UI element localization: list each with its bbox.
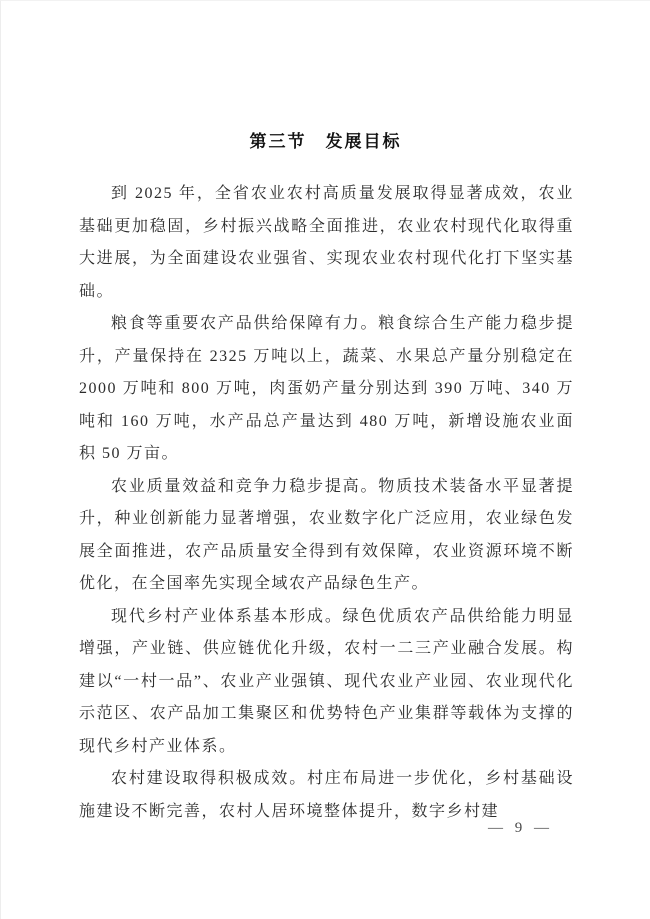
paragraph-quality-efficiency: 农业质量效益和竞争力稳步提高。物质技术装备水平显著提升，种业创新能力显著增强，农业数字化广泛应用，农业绿色发展全面推进，农产品质量安全得到有效保障，农业资源环境不断优化，在全国率先实现全域农产品绿色生产。 (79, 477, 574, 592)
paragraph-rural-industry-system: 现代乡村产业体系基本形成。绿色优质农产品供给能力明显增强，产业链、供应链优化升级，农村一二三产业融合发展。构建以“一村一品”、农业产业强镇、现代农业产业园、农业现代化示范区、农产品加工集聚区和优势特色产业集群等载体为支撑的现代乡村产业体系。 (79, 607, 574, 755)
paragraph-grain-supply: 粮食等重要农产品供给保障有力。粮食综合生产能力稳步提升，产量保持在 2325 万吨以上，蔬菜、水果总产量分别稳定在 2000 万吨和 800 万吨，肉蛋奶产量分别达到 390 万吨、340 万吨和 160 万吨，水产品总产量达到 480 万吨，新增设施农业面积 50 万亩。 (79, 315, 574, 462)
section-title: 第三节 发展目标 (249, 132, 402, 151)
page-number: — 9 — (488, 820, 553, 836)
paragraph-overview: 到 2025 年，全省农业农村高质量发展取得显著成效，农业基础更加稳固，乡村振兴战略全面推进，农业农村现代化取得重大进展，为全面建设农业强省、实现农业农村现代化打下坚实基础。 (79, 185, 574, 300)
document-body (79, 178, 574, 828)
paragraph-rural-construction: 农村建设取得积极成效。村庄布局进一步优化，乡村基础设施建设不断完善，农村人居环境整体提升，数字乡村建 (79, 770, 574, 820)
